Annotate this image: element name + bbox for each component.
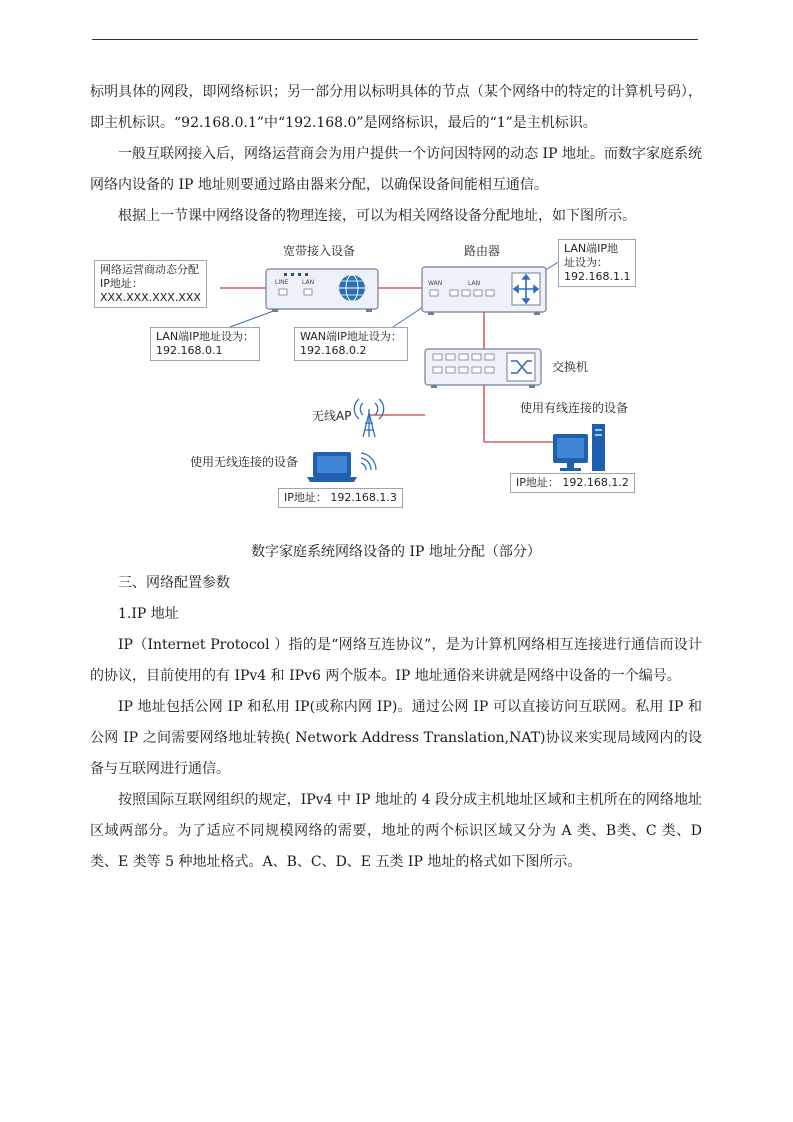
modem-lan-box-line-1: LAN端IP地址设为：: [156, 330, 255, 343]
paragraph-2: 一般互联网接入后，网络运营商会为用户提供一个访问因特网的动态 IP 地址。而数字家庭系统网络内设备的 IP 地址则要通过路由器来分配，以确保设备间能相互通信。: [90, 146, 702, 193]
isp-ip-box: [94, 260, 207, 308]
router-lan-ip-box: [558, 239, 636, 287]
page-content: [90, 77, 702, 878]
paragraph-4: IP（Internet Protocol ）指的是“网络互连协议”，是为计算机网络相互连接进行通信而设计的协议，目前使用的有 IPv4 和 IPv6 两个版本。IP 地址通俗来讲就是网络中设备的一个编号。: [90, 637, 702, 684]
router-wan-port-label: WAN: [428, 280, 443, 287]
router-title: 路由器: [464, 244, 501, 258]
broadband-device-title: 宽带接入设备: [283, 244, 356, 258]
wired-devices-title: 使用有线连接的设备: [520, 401, 629, 415]
paragraph-6: 按照国际互联网组织的规定，IPv4 中 IP 地址的 4 段分成主机地址区域和主机所在的网络地址区域两部分。为了适应不同规模网络的需要，地址的两个标识区域又分为 A 类、B类、C 类、D 类、E 类等 5 种地址格式。A、B、C、D、E 五类 IP 地址的格式如下图所示。: [90, 792, 702, 870]
switch-icon: [425, 349, 541, 388]
paragraph-3: 根据上一节课中网络设备的物理连接，可以为相关网络设备分配地址，如下图所示。: [118, 208, 636, 224]
router-lan-box-line-2: 址设为：: [564, 256, 608, 269]
paragraph-1: 标明具体的网段，即网络标识；另一部分用以标明具体的节点（某个网络中的特定的计算机号码），即主机标识。“92.168.0.1”中“192.168.0”是网络标识，最后的“1”是主机标识。: [90, 84, 702, 131]
modem-lan-ip-box: [150, 327, 260, 361]
isp-box-line-1: 网络运营商动态分配: [100, 263, 199, 276]
router-wan-box-line-2: 192.168.0.2: [300, 344, 367, 357]
broadband-line-port-label: LINE: [275, 279, 289, 286]
isp-box-line-3: XXX.XXX.XXX.XXX: [100, 291, 201, 304]
wireless-devices-title: 使用无线连接的设备: [190, 455, 299, 469]
router-wan-box-line-1: WAN端IP地址设为：: [300, 330, 402, 343]
laptop-icon: [307, 452, 376, 482]
switch-title: 交换机: [552, 360, 589, 374]
router-wan-ip-box: [294, 327, 408, 361]
router-icon: [422, 267, 546, 315]
router-lan-port-label: LAN: [468, 280, 481, 287]
wireless-ap-label: 无线AP: [312, 409, 352, 423]
wireless-ap-icon: [354, 399, 383, 437]
subsection-title: 1.IP 地址: [118, 606, 179, 622]
laptop-ip-box: IP地址： 192.168.1.3: [278, 488, 403, 508]
pc-ip-box: IP地址： 192.168.1.2: [510, 473, 635, 493]
header-rule: [92, 39, 698, 40]
paragraph-5: IP 地址包括公网 IP 和私用 IP(或称内网 IP)。通过公网 IP 可以直接访问互联网。私用 IP 和公网 IP 之间需要网络地址转换( Network Address Translation,NAT)协议来实现局域网内的设备与互联网进行通信。: [90, 699, 702, 777]
router-lan-box-line-1: LAN端IP地: [564, 242, 619, 255]
desktop-pc-icon: [553, 424, 605, 471]
broadband-lan-port-label: LAN: [302, 279, 315, 286]
figure-caption: 数字家庭系统网络设备的 IP 地址分配（部分）: [251, 544, 541, 560]
isp-box-line-2: IP地址：: [100, 277, 143, 290]
router-lan-box-line-3: 192.168.1.1: [564, 270, 631, 283]
broadband-device-icon: [266, 269, 378, 312]
section-title: 三、网络配置参数: [118, 575, 230, 591]
modem-lan-box-line-2: 192.168.0.1: [156, 344, 223, 357]
network-diagram: [90, 237, 702, 537]
